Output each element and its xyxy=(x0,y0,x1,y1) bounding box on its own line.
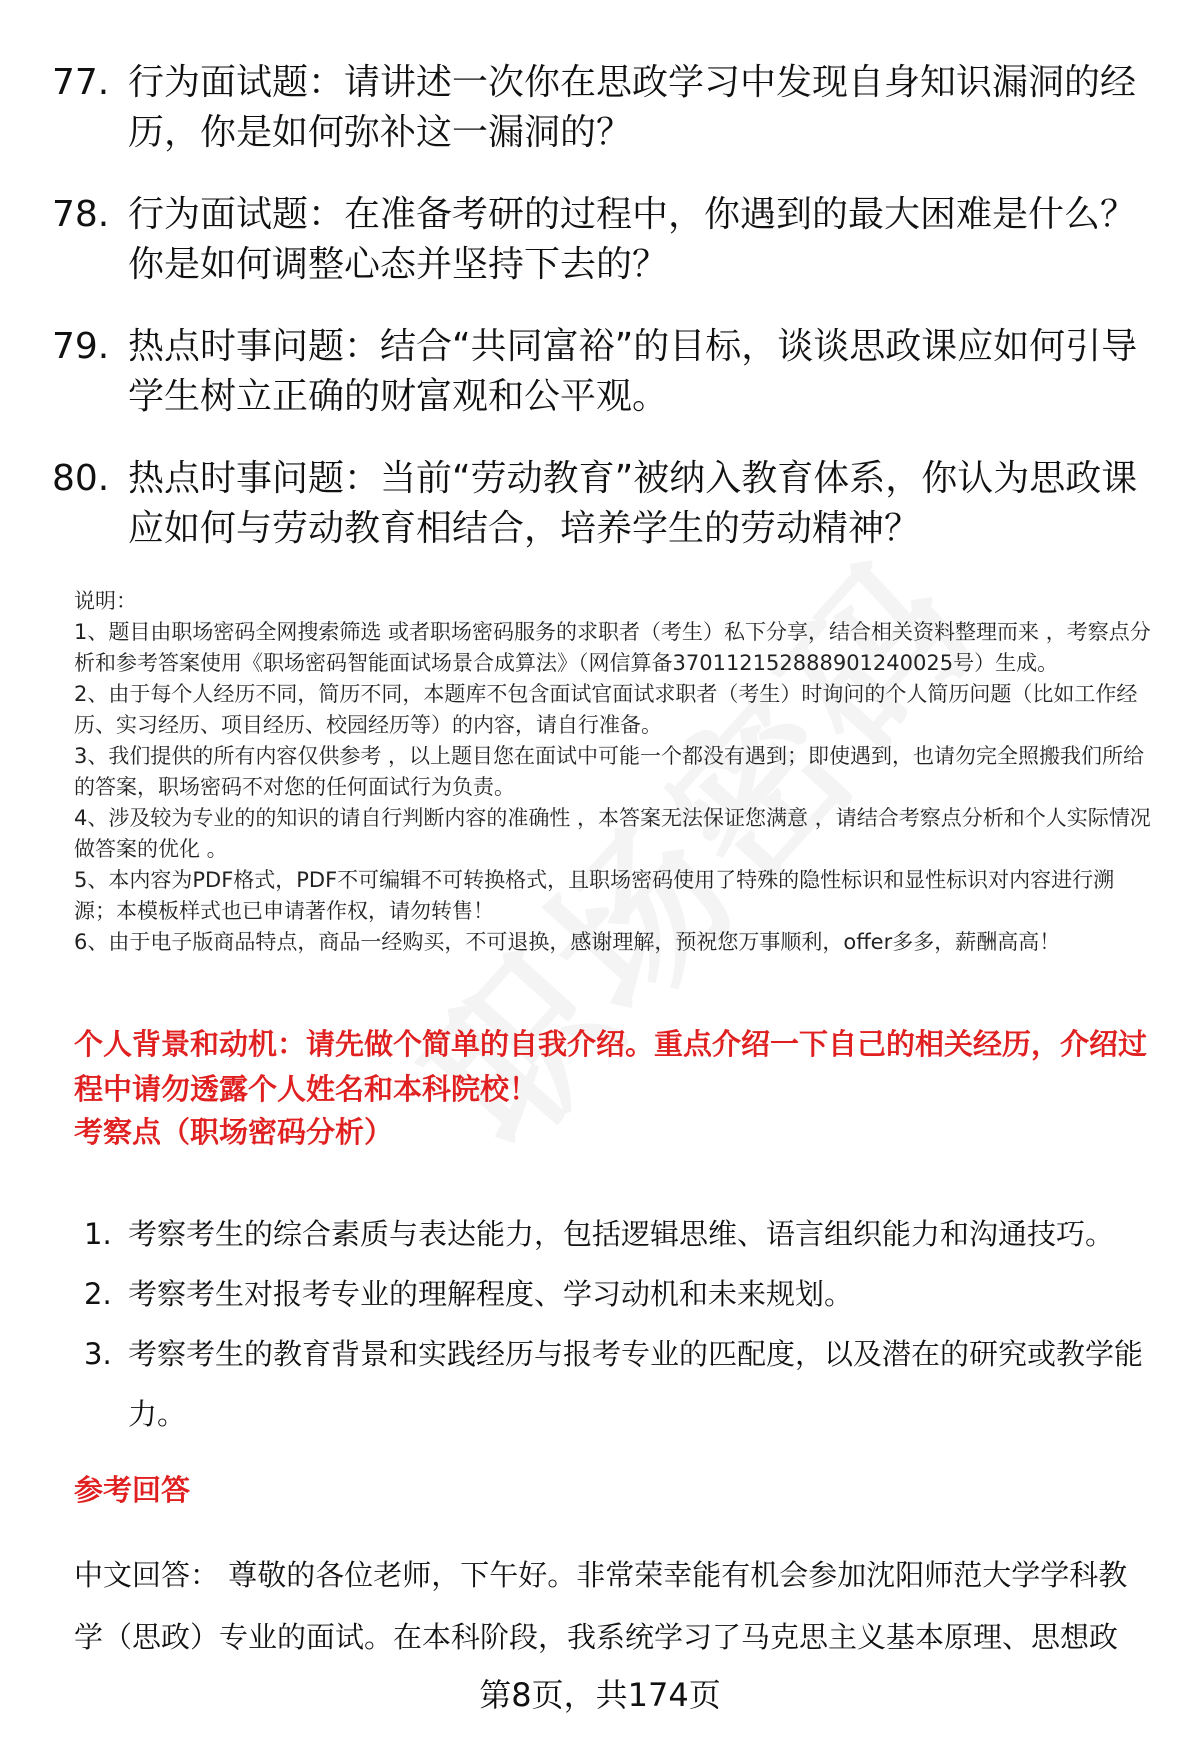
point-number: 2. xyxy=(84,1277,112,1311)
question-number: 80. xyxy=(52,458,110,499)
question-text: 行为面试题：在准备考研的过程中，你遇到的最大困难是什么？你是如何调整心态并坚持下去的？ xyxy=(128,194,1137,285)
point-number: 1. xyxy=(84,1217,112,1251)
question-item xyxy=(52,454,1152,554)
question-item xyxy=(52,190,1152,290)
question-number: 77. xyxy=(52,62,110,103)
note-item: 1、题目由职场密码全网搜索筛选 或者职场密码服务的求职者（考生）私下分享，结合相关资料整理而来 ，考察点分析和参考答案使用《职场密码智能面试场景合成算法》（网信算备370112152888901240025号）生成。 xyxy=(74,620,1151,675)
notes-section xyxy=(74,586,1154,958)
note-item: 3、我们提供的所有内容仅供参考 ，以上题目您在面试中可能一个都没有遇到；即使遇到，也请勿完全照搬我们所给的答案，职场密码不对您的任何面试行为负责。 xyxy=(74,744,1145,799)
notes-title: 说明： xyxy=(74,589,137,613)
analysis-point xyxy=(84,1204,1164,1264)
analysis-heading: 考察点（职场密码分析） xyxy=(74,1115,394,1149)
analysis-points xyxy=(84,1204,1164,1444)
question-item xyxy=(52,322,1152,422)
question-list xyxy=(52,58,1152,586)
question-text: 热点时事问题：当前“劳动教育”被纳入教育体系，你认为思政课应如何与劳动教育相结合，培养学生的劳动精神？ xyxy=(128,458,1138,549)
point-text: 考察考生的教育背景和实践经历与报考专业的匹配度，以及潜在的研究或教学能力。 xyxy=(128,1337,1144,1431)
analysis-point xyxy=(84,1324,1164,1444)
point-number: 3. xyxy=(84,1337,112,1371)
note-item: 2、由于每个人经历不同，简历不同，本题库不包含面试官面试求职者（考生）时询问的个人简历问题（比如工作经历、实习经历、项目经历、校园经历等）的内容，请自行准备。 xyxy=(74,682,1138,737)
question-text: 行为面试题：请讲述一次你在思政学习中发现自身知识漏洞的经历，你是如何弥补这一漏洞的？ xyxy=(128,62,1137,153)
reference-answer: 中文回答： 尊敬的各位老师，下午好。非常荣幸能有机会参加沈阳师范大学学科教学（思政）专业的面试。在本科阶段，我系统学习了马克思主义基本原理、思想政 xyxy=(74,1558,1128,1654)
question-number: 79. xyxy=(52,326,110,367)
page-footer: 第8页，共174页 xyxy=(479,1676,721,1714)
point-text: 考察考生对报考专业的理解程度、学习动机和未来规划。 xyxy=(128,1277,854,1311)
question-text: 热点时事问题：结合“共同富裕”的目标，谈谈思政课应如何引导学生树立正确的财富观和公平观。 xyxy=(128,326,1138,417)
point-text: 考察考生的综合素质与表达能力，包括逻辑思维、语言组织能力和沟通技巧。 xyxy=(128,1217,1115,1251)
question-item xyxy=(52,58,1152,158)
note-item: 5、本内容为PDF格式，PDF不可编辑不可转换格式，且职场密码使用了特殊的隐性标识和显性标识对内容进行溯源；本模板样式也已申请著作权，请勿转售！ xyxy=(74,868,1115,923)
note-item: 4、涉及较为专业的的知识的请自行判断内容的准确性 ，本答案无法保证您满意 ，请结合考察点分析和个人实际情况做答案的优化 。 xyxy=(74,806,1151,861)
question-number: 78. xyxy=(52,194,110,235)
motivation-question: 个人背景和动机：请先做个简单的自我介绍。重点介绍一下自己的相关经历，介绍过程中请勿透露个人姓名和本科院校！ xyxy=(74,1027,1148,1106)
analysis-point xyxy=(84,1264,1164,1324)
reference-heading: 参考回答 xyxy=(74,1473,191,1507)
note-item: 6、由于电子版商品特点，商品一经购买，不可退换，感谢理解，预祝您万事顺利，offer多多，薪酬高高！ xyxy=(74,930,1061,954)
